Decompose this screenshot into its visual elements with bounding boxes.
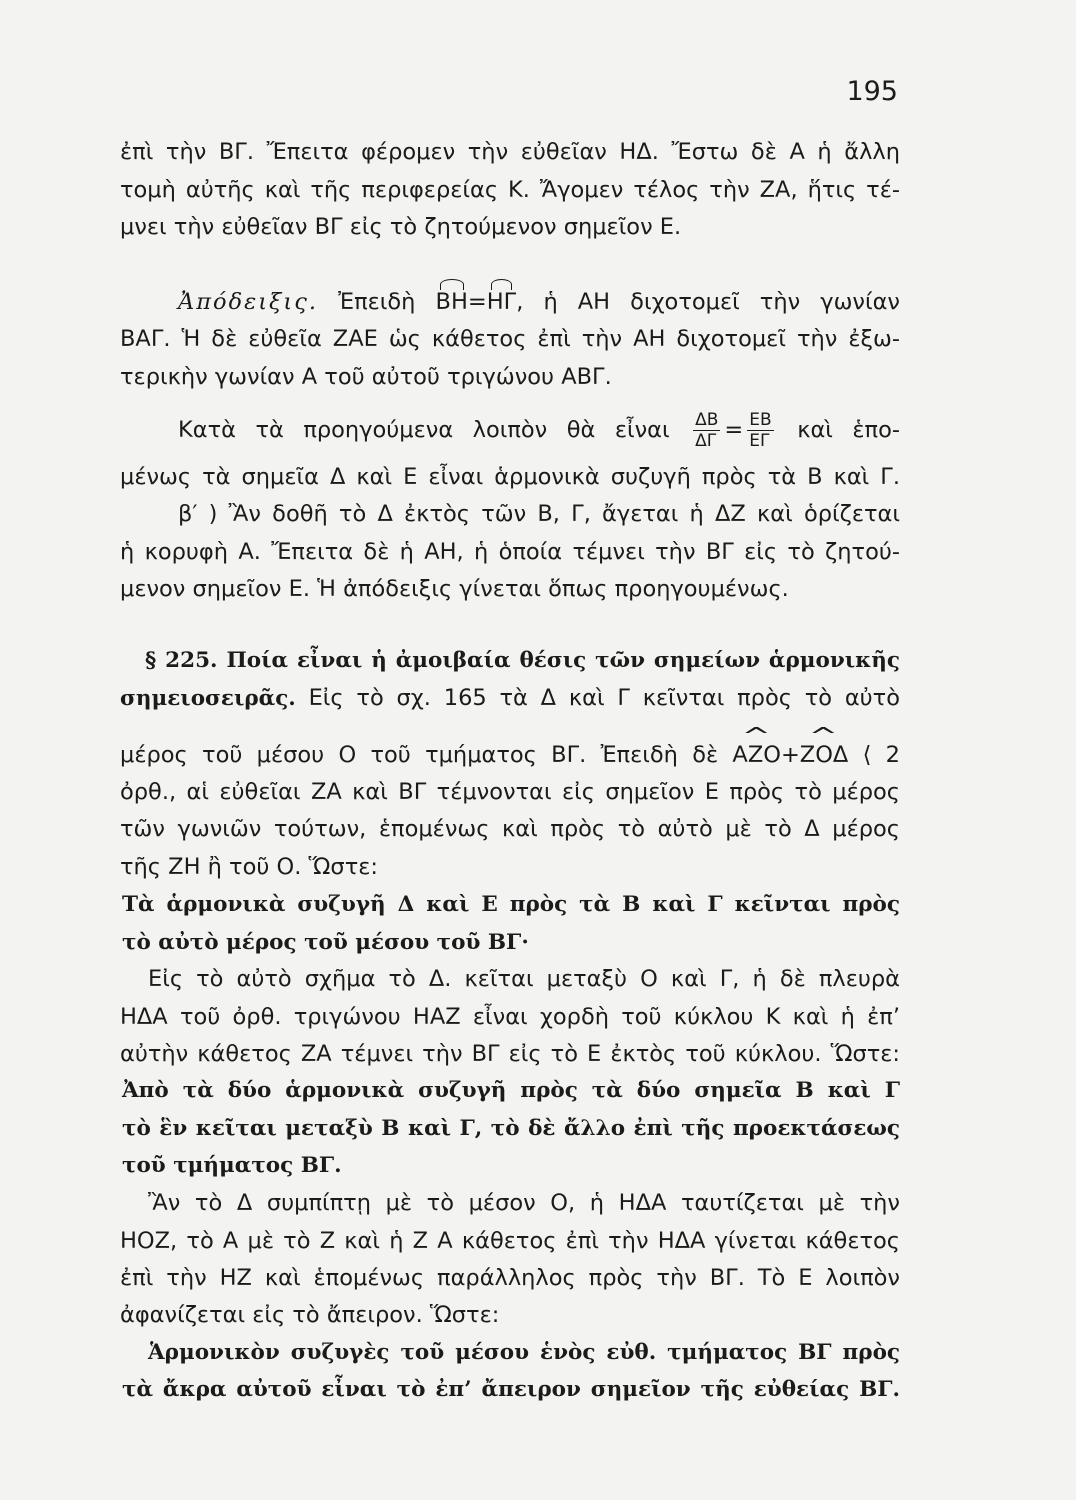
text-line [120,683,900,714]
arc-hg: ΗΓ [486,289,517,315]
proof-line [120,287,900,317]
text-line: ἐπὶ τὴν ΒΓ. Ἔπειτα φέρομεν τὴν εὐθεῖαν ΗΔ. Ἔστω δὲ Α ἡ ἄλλη [120,139,900,165]
angle-zod: ^ ΖΟΔ [800,740,849,770]
heading-end: σημειοσειρᾶς. [120,686,296,711]
angle-line [120,740,900,770]
arc-bh: ΒΗ [435,289,468,315]
theorem-line: τὸ αὐτὸ μέρος τοῦ μέσου τοῦ ΒΓ· [122,930,529,955]
text-line: τῶν γωνιῶν τούτων, ἑπομένως καὶ πρὸς τὸ αὐτὸ μὲ τὸ Δ μέρος [120,816,900,842]
text-span: μέρος τοῦ μέσου Ο τοῦ τμήματος ΒΓ. Ἐπειδὴ δὲ [120,742,719,768]
text-span: ⟨ 2 [862,742,900,768]
text-line: ΗΟΖ, τὸ Α μὲ τὸ Ζ καὶ ἡ Ζ Α κάθετος ἐπὶ τὴν ΗΔΑ γίνεται κάθετος [120,1228,900,1254]
theorem-line: τὰ ἄκρα αὐτοῦ εἶναι τὸ ἐπ’ ἄπειρον σημεῖον τῆς εὐθείας ΒΓ. [122,1377,900,1402]
text-line: β′ ) Ἂν δοθῆ τὸ Δ ἐκτὸς τῶν Β, Γ, ἄγεται ἡ ΔΖ καὶ ὁρίζεται [178,501,900,527]
text-line: ἡ κορυφὴ Α. Ἔπειτα δὲ ἡ ΑΗ, ἡ ὁποία τέμνει τὴν ΒΓ εἰς τὸ ζητού- [120,539,900,565]
text-line: ἐπὶ τὴν ΗΖ καὶ ἑπομένως παράλληλος πρὸς τὴν ΒΓ. Τὸ Ε λοιπὸν [120,1265,900,1291]
text-line: μνει τὴν εὐθεῖαν ΒΓ εἰς τὸ ζητούμενον σημεῖον Ε. [120,214,682,240]
fraction-eb-eg: $\frac{EB}{E\Gamma}$ [749,410,772,451]
page-number: 195 [846,76,898,107]
text-line: μενον σημεῖον Ε. Ἡ ἀπόδειξις γίνεται ὅπως προηγουμένως. [120,576,789,602]
text-span: καὶ ἑπο- [797,417,900,443]
text-span: Εἰς τὸ σχ. 165 τὰ Δ καὶ Γ κεῖνται πρὸς τὸ αὐτὸ [308,685,900,711]
theorem-line: τοῦ τμήματος ΒΓ. [122,1153,342,1178]
text-line: ἀφανίζεται εἰς τὸ ἄπειρον. Ὥστε: [120,1302,500,1328]
text-line: ὀρθ., αἱ εὐθεῖαι ΖΑ καὶ ΒΓ τέμνονται εἰς σημεῖον Ε πρὸς τὸ μέρος [120,779,900,805]
section-heading: § 225. Ποία εἶναι ἡ ἀμοιβαία θέσις τῶν σημείων ἁρμονικῆς [145,648,900,673]
text-line: τομὴ αὐτῆς καὶ τῆς περιφερείας Κ. Ἄγομεν τέλος τὴν ΖΑ, ἥτις τέ- [120,177,900,203]
text-line: Εἰς τὸ αὐτὸ σχῆμα τὸ Δ. κεῖται μεταξὺ Ο καὶ Γ, ἡ δὲ πλευρὰ [148,966,900,992]
text-span: Ἐπειδὴ [338,289,416,315]
fraction-line [120,410,900,451]
fraction-db-dg: $\frac{\Delta B}{\Delta\Gamma}$ [695,410,719,451]
angle-azo: ^ ΑΖΟ [732,740,781,770]
text-line: τῆς ΖΗ ἢ τοῦ Ο. Ὥστε: [120,854,378,880]
equals: = [467,289,487,315]
text-line: Ἂν τὸ Δ συμπίπτῃ μὲ τὸ μέσον Ο, ἡ ΗΔΑ ταυτίζεται μὲ τὴν [148,1190,900,1216]
equals: = [724,417,744,443]
theorem-line: τὸ ἓν κεῖται μεταξὺ Β καὶ Γ, τὸ δὲ ἄλλο ἐπὶ τῆς προεκτάσεως [122,1116,900,1141]
text-line: μένως τὰ σημεῖα Δ καὶ Ε εἶναι ἁρμονικὰ συζυγῆ πρὸς τὰ Β καὶ Γ. [120,464,900,490]
text-span: Κατὰ τὰ προηγούμενα λοιπὸν θὰ εἶναι [178,417,670,443]
plus: + [780,742,800,768]
text-span: , ἡ ΑΗ διχοτομεῖ τὴν γωνίαν [516,289,901,315]
text-line: ΒΑΓ. Ἡ δὲ εὐθεῖα ΖΑΕ ὡς κάθετος ἐπὶ τὴν ΑΗ διχοτομεῖ τὴν ἐξω- [120,326,900,352]
theorem-line: Ἀπὸ τὰ δύο ἁρμονικὰ συζυγῆ πρὸς τὰ δύο σημεῖα Β καὶ Γ [122,1078,900,1103]
theorem-line: Ἁρμονικὸν συζυγὲς τοῦ μέσου ἑνὸς εὐθ. τμήματος ΒΓ πρὸς [148,1340,900,1365]
text-line: ΗΔΑ τοῦ ὀρθ. τριγώνου ΗΑΖ εἶναι χορδὴ τοῦ κύκλου Κ καὶ ἡ ἐπ’ [120,1004,900,1030]
theorem-line: Τὰ ἁρμονικὰ συζυγῆ Δ καὶ Ε πρὸς τὰ Β καὶ Γ κεῖνται πρὸς [122,892,900,917]
text-line: αὐτὴν κάθετος ΖΑ τέμνει τὴν ΒΓ εἰς τὸ Ε ἐκτὸς τοῦ κύκλου. Ὥστε: [120,1041,900,1067]
text-line: τερικὴν γωνίαν Α τοῦ αὐτοῦ τριγώνου ΑΒΓ. [120,364,612,390]
proof-label: Ἀπόδειξις. [178,289,318,315]
